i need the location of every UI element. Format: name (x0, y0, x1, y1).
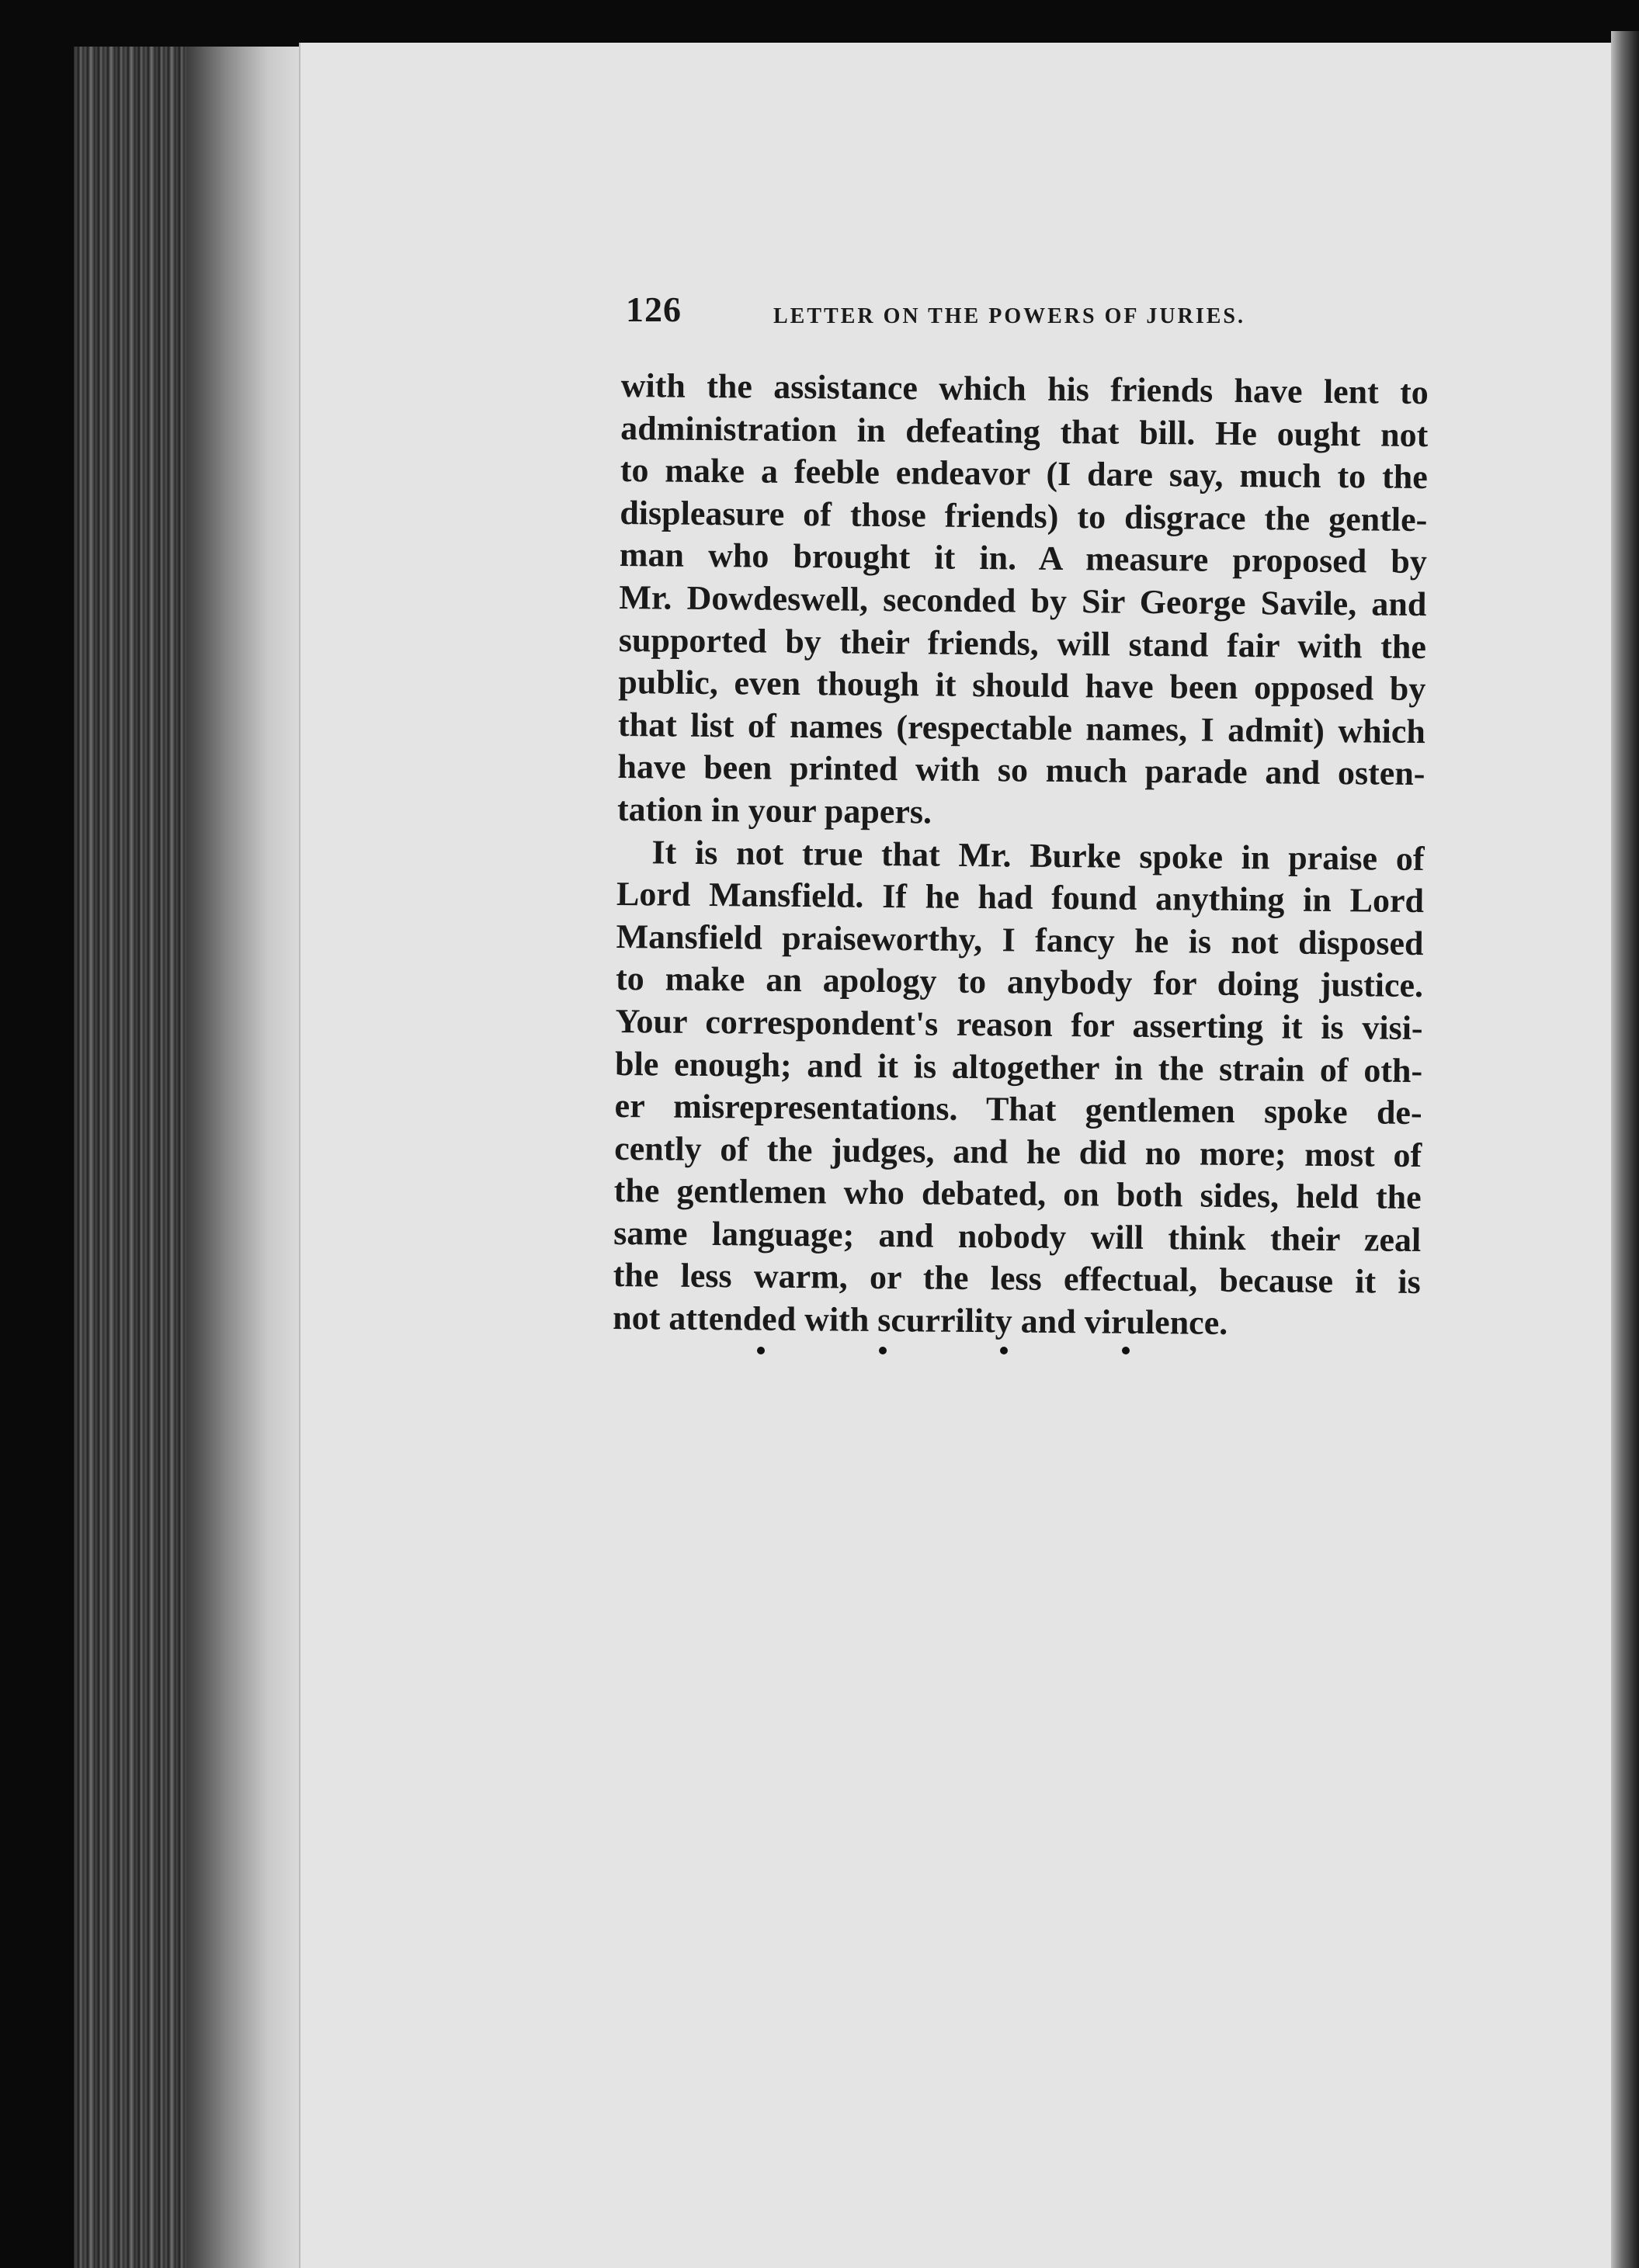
ornament-dot (879, 1347, 887, 1354)
ornament-dot (1122, 1347, 1130, 1354)
text-line: the less warm, or the less effectual, because it is (613, 1256, 1421, 1302)
text-line: administration in defeating that bill. He ought not (620, 408, 1429, 454)
text-line: with the assistance which his friends have lent to (620, 366, 1429, 412)
running-head (626, 289, 1293, 343)
page-number: 126 (626, 290, 682, 329)
ornament-dot (1000, 1347, 1008, 1354)
text-line: Mr. Dowdeswell, seconded by Sir George Savile, and (619, 577, 1427, 624)
text-line: cently of the judges, and he did no more; most of (613, 1129, 1422, 1174)
text-line: to make a feeble endeavor (I dare say, much to the (620, 451, 1428, 497)
text-line: not attended with scurrility and virulence. (613, 1299, 1228, 1342)
text-line: Lord Mansfield. If he had found anything in Lord (616, 875, 1425, 921)
section-ornament (757, 1347, 1130, 1378)
text-line: have been printed with so much parade and osten- (617, 747, 1425, 793)
page-right-edge (1611, 31, 1639, 2268)
text-line: supported by their friends, will stand fair with the (618, 620, 1427, 666)
text-line: It is not true that Mr. Burke spoke in praise of (651, 832, 1425, 878)
ornament-dot (757, 1347, 765, 1354)
text-line: tation in your papers. (616, 789, 932, 831)
text-line: to make an apology to anybody for doing justice. (615, 959, 1424, 1005)
text-line: same language; and nobody will think their zeal (613, 1213, 1422, 1259)
text-line: that list of names (respectable names, I admit) which (617, 705, 1426, 751)
paragraph-2 (613, 831, 1425, 1347)
text-line: public, even though it should have been opposed by (618, 663, 1426, 709)
text-line: ble enough; and it is altogether in the strain of oth- (614, 1044, 1423, 1090)
paragraph-1 (617, 365, 1429, 838)
text-line: displeasure of those friends) to disgrace the gentle- (620, 493, 1428, 539)
text-line: man who brought it in. A measure proposed by (619, 536, 1428, 581)
text-line: Mansfield praiseworthy, I fancy he is not disposed (616, 917, 1424, 962)
text-line: er misrepresentations. That gentlemen spoke de- (614, 1087, 1422, 1132)
body-text (613, 365, 1429, 1347)
text-line: the gentlemen who debated, on both sides, held the (613, 1171, 1422, 1217)
running-title: LETTER ON THE POWERS OF JURIES. (773, 304, 1246, 328)
text-line: Your correspondent's reason for asserting it is visi- (615, 1001, 1423, 1047)
book-gutter-shadow (186, 47, 303, 2268)
